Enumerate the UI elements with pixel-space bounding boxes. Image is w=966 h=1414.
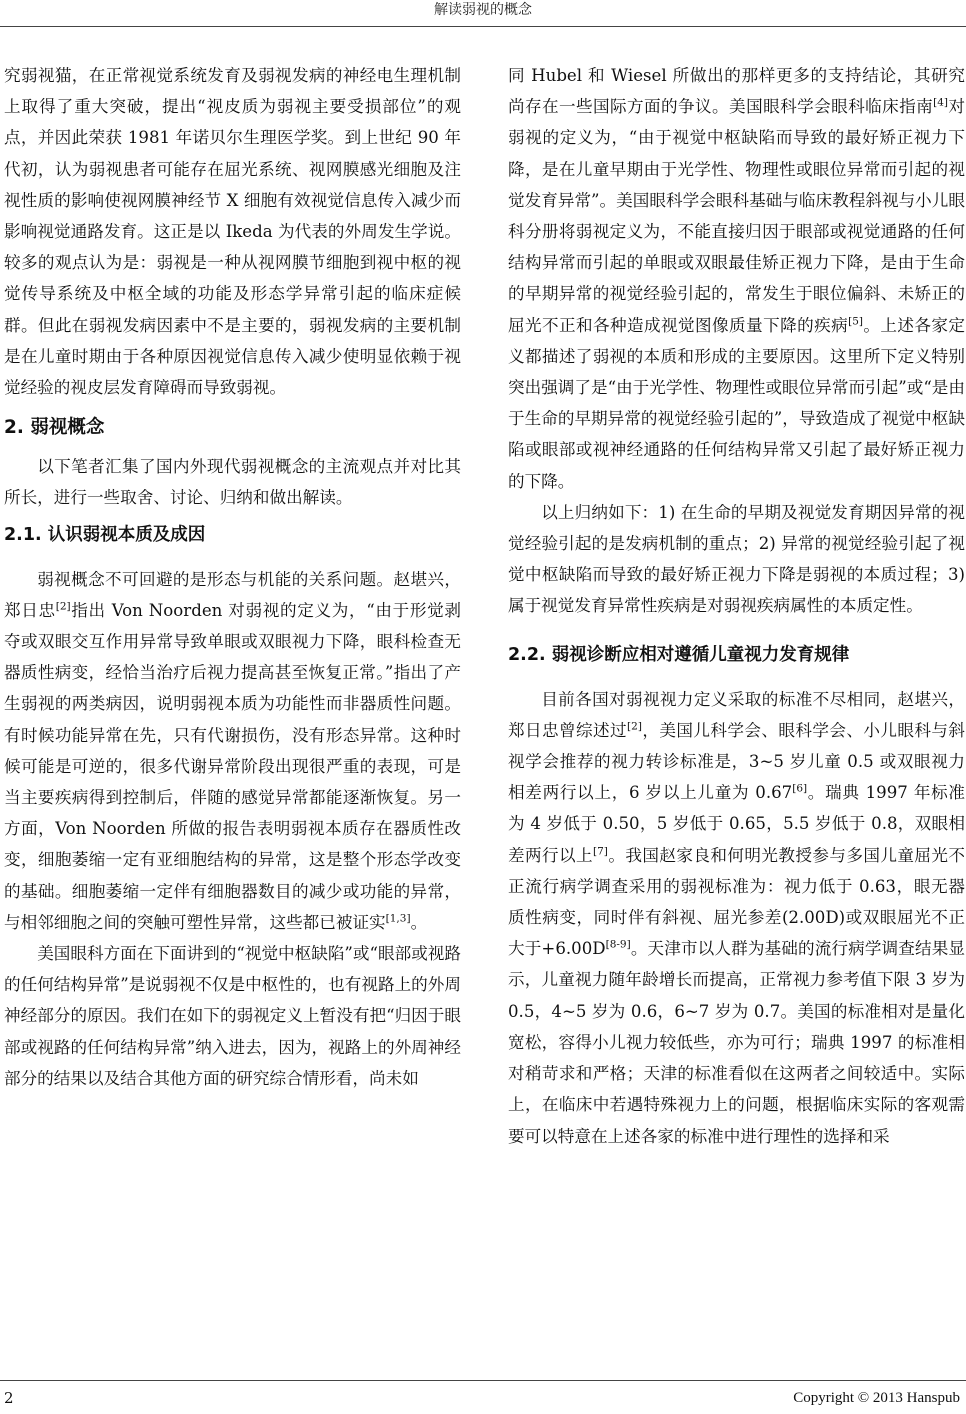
- paragraph-1: 究弱视猫，在正常视觉系统发育及弱视发病的神经电生理机制上取得了重大突破，提出“视皮质为弱视主要受损部位”的观点，并因此荣获 1981 年诺贝尔生理医学奖。到上世纪 90 年代初，认为弱视患者可能存在屈光系统、视网膜感光细胞及注视性质的影响使视网膜神经节 X 细胞有效视觉信息传入减少而影响视觉通路发育。这正是以 Ikeda 为代表的外周发生学说。较多的观点认为是：弱视是一种从视网膜节细胞到视中枢的视觉传导系统及中枢全域的功能及形态学异常引起的临床症候群。但此在弱视发病因素中不是主要的，弱视发病的主要机制是在儿童时期由于各种原因视觉信息传入减少使明显依赖于视觉经验的视皮层发育障碍而导致弱视。: [4, 66, 461, 398]
- paragraph-2: 以下笔者汇集了国内外现代弱视概念的主流观点并对比其所长，进行一些取舍、讨论、归纳和做出解读。: [4, 457, 461, 508]
- subsection-heading-2-2: 2.2. 弱视诊断应相对遵循儿童视力发育规律: [508, 644, 850, 665]
- citation-ref: [6]: [792, 782, 808, 795]
- paragraph-5: [508, 60, 965, 497]
- paragraph-7-text-e: 。天津市以人群为基础的流行病学调查结果显示，儿童视力随年龄增长而提高，正常视力参考值下限 3 岁为 0.5，4~5 岁为 0.6，6~7 岁为 0.7。美国的标准相对是量化宽松，容得小儿视力较低些，亦为可行；瑞典 1997 的标准相对稍苛求和严格；天津的标准看似在这两者之间较适中。实际上，在临床中若遇特殊视力上的问题，根据临床实际的客观需要可以特意在上述各家的标准中进行理性的选择和采: [508, 939, 966, 1146]
- running-title: 解读弱视的概念: [434, 2, 532, 18]
- subsection-heading-2-1: 2.1. 认识弱视本质及成因: [4, 524, 206, 545]
- left-column: [4, 60, 461, 1094]
- paragraph-3: [4, 564, 461, 938]
- paragraph-7-text-a: 目前各国对弱视视力定义采取的标准不尽相同，赵堪兴，郑日忠曾综述过: [508, 689, 965, 740]
- citation-ref: [2]: [627, 720, 642, 733]
- paragraph-5-text-c: 。上述各家定义都描述了弱视的本质和形成的主要原因。这里所下定义特别突出强调了是“由于光学性、物理性或眼位异常而引起”或“是由于生命的早期异常的视觉经验引起的”，导致造成了视觉中枢缺陷或眼部或视神经通路的任何结构异常又引起了最好矫正视力的下降。: [508, 315, 966, 491]
- citation-ref: [4]: [933, 96, 948, 109]
- paragraph-3-text-c: 。: [410, 912, 428, 932]
- right-column: [508, 60, 965, 1152]
- citation-ref: [1,3]: [385, 912, 411, 925]
- paragraph-5-text-b: 对弱视的定义为，“由于视觉中枢缺陷而导致的最好矫正视力下降，是在儿童早期由于光学性、物理性或眼位异常而引起的视觉发育异常”。美国眼科学会眼科基础与临床教程斜视与小儿眼科分册将弱视定义为，不能直接归因于眼部或视觉通路的任何结构异常而引起的单眼或双眼最佳矫正视力下降，是由于生命的早期异常的视觉经验引起的，常发生于眼位偏斜、未矫正的屈光不正和各种造成视觉图像质量下降的疾病: [508, 97, 966, 335]
- citation-ref: [8-9]: [605, 938, 631, 951]
- paragraph-7-text-d: 。我国赵家良和何明光教授参与多国儿童屈光不正流行病学调查采用的弱视标准为：视力低于 0.63，眼无器质性病变，同时伴有斜视、屈光参差(2.00D)或双眼屈光不正大于+6.00D: [508, 845, 966, 959]
- citation-ref: [5]: [848, 315, 863, 328]
- paragraph-5-text-a: 同 Hubel 和 Wiesel 所做出的那样更多的支持结论，其研究尚存在一些国际方面的争议。美国眼科学会眼科临床指南: [508, 66, 965, 117]
- footer-rule: [0, 1380, 966, 1381]
- citation-ref: [2]: [55, 600, 71, 613]
- paragraph-6: 以上归纳如下：1) 在生命的早期及视觉发育期因异常的视觉经验引起的是发病机制的重点；2) 异常的视觉经验引起了视觉中枢缺陷而导致的最好矫正视力下降是弱视的本质过程；3) 属于视觉发育异常性疾病是对弱视疾病属性的本质定性。: [508, 502, 965, 616]
- paragraph-3-text-a: 弱视概念不可回避的是形态与机能的关系问题。赵堪兴，郑日忠: [4, 569, 461, 620]
- citation-ref: [7]: [593, 845, 608, 858]
- header-rule: [0, 26, 966, 27]
- paragraph-7: [508, 684, 965, 1152]
- section-heading-2: 2. 弱视概念: [4, 417, 105, 439]
- paragraph-7-text-c: 。瑞典 1997 年标准为 4 岁低于 0.50，5 岁低于 0.65，5.5 岁低于 0.8，双眼相差两行以上: [508, 783, 966, 865]
- paragraph-4: 美国眼科方面在下面讲到的“视觉中枢缺陷”或“眼部或视路的任何结构异常”是说弱视不仅是中枢性的，也有视路上的外周神经部分的原因。我们在如下的弱视定义上暂没有把“归因于眼部或视路的任何结构异常”纳入进去，因为，视路上的外周神经部分的结果以及结合其他方面的研究综合情形看，尚未如: [4, 944, 461, 1088]
- copyright-notice: Copyright © 2013 Hanspub: [793, 1390, 960, 1406]
- page-number: 2: [4, 1389, 14, 1407]
- paragraph-7-text-b: ，美国儿科学会、眼科学会、小儿眼科与斜视学会推荐的视力转诊标准是，3~5 岁儿童 0.5 或双眼视力相差两行以上，6 岁以上儿童为 0.67: [508, 720, 966, 803]
- paragraph-3-text-b: 指出 Von Noorden 对弱视的定义为，“由于形觉剥夺或双眼交互作用异常导致单眼或双眼视力下降，眼科检查无器质性病变，经恰当治疗后视力提高甚至恢复正常。”指出了产生弱视的两类病因，说明弱视本质为功能性而非器质性问题。有时候功能异常在先，只有代谢损伤，没有形态异常。这种时候可能是可逆的，很多代谢异常阶段出现很严重的表现，可是当主要疾病得到控制后，伴随的感觉异常都能逐渐恢复。另一方面，Von Noorden 所做的报告表明弱视本质存在器质性改变，细胞萎缩一定有亚细胞结构的异常，这是整个形态学改变的基础。细胞萎缩一定伴有细胞器数目的减少或功能的异常，与相邻细胞之间的突触可塑性异常，这些都已被证实: [4, 600, 461, 932]
